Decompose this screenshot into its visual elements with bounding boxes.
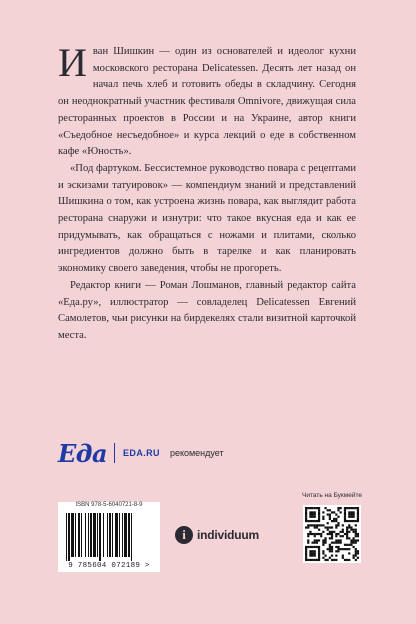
annotation-text: [58, 40, 356, 345]
qr-label: Читать на Букмейте: [302, 492, 362, 499]
annotation-paragraph-1: [58, 40, 356, 161]
isbn-digits: 9 785604 072189 >: [68, 562, 150, 570]
brand-recommends: рекомендует: [169, 448, 224, 458]
brand-divider: [114, 443, 115, 463]
isbn-label: ISBN 978-5-6040721-8-9: [75, 502, 143, 508]
annotation-paragraph-2: «Под фартуком. Бессистемное руководство повара с рецептами и эскизами татуировок» — компендиум знаний и представлений Шишкина о том, как устроена жизнь повара, как выглядит работа ресторана снаружи и изнутри: что такое вкусная еда и как ее придумывать, как обращаться с ножами и плитами, сколько ингредиентов должно быть в тарелке и как планировать экономику своего заведения, чтобы не прогореть.: [58, 162, 356, 275]
partner-brand: [58, 438, 224, 468]
eda-logo: Еда: [58, 438, 108, 468]
publisher-logo: [175, 526, 259, 544]
paragraph-1-text: ван Шишкин — один из основателей и идеолог кухни московского ресторана Delicatessen. Десять лет назад он начал печь хлеб и готовить обеды в складчину. Сегодня он неоднократный участник фестиваля Omnivore, движущая сила ресторанных проектов в России и на Украине, автор книги «Съедобное несъедобное» и курса лекций о еде в собственном кафе «Юность».: [58, 46, 356, 158]
barcode-icon: [64, 513, 154, 561]
publisher-name: individuum: [197, 528, 259, 542]
annotation-paragraph-3: Редактор книги — Роман Лошманов, главный редактор сайта «Еда.ру», иллюстратор — совладелец Delicatessen Евгений Самолетов, чьи рисунки на бирдекелях стали визитной карточкой места.: [58, 279, 356, 341]
publisher-icon: i: [175, 526, 193, 544]
qr-code[interactable]: [303, 505, 361, 563]
qr-code-icon: [303, 505, 361, 563]
isbn-barcode: [58, 502, 160, 572]
brand-site: EDA.RU: [123, 448, 160, 458]
dropcap-letter: И: [58, 40, 87, 85]
